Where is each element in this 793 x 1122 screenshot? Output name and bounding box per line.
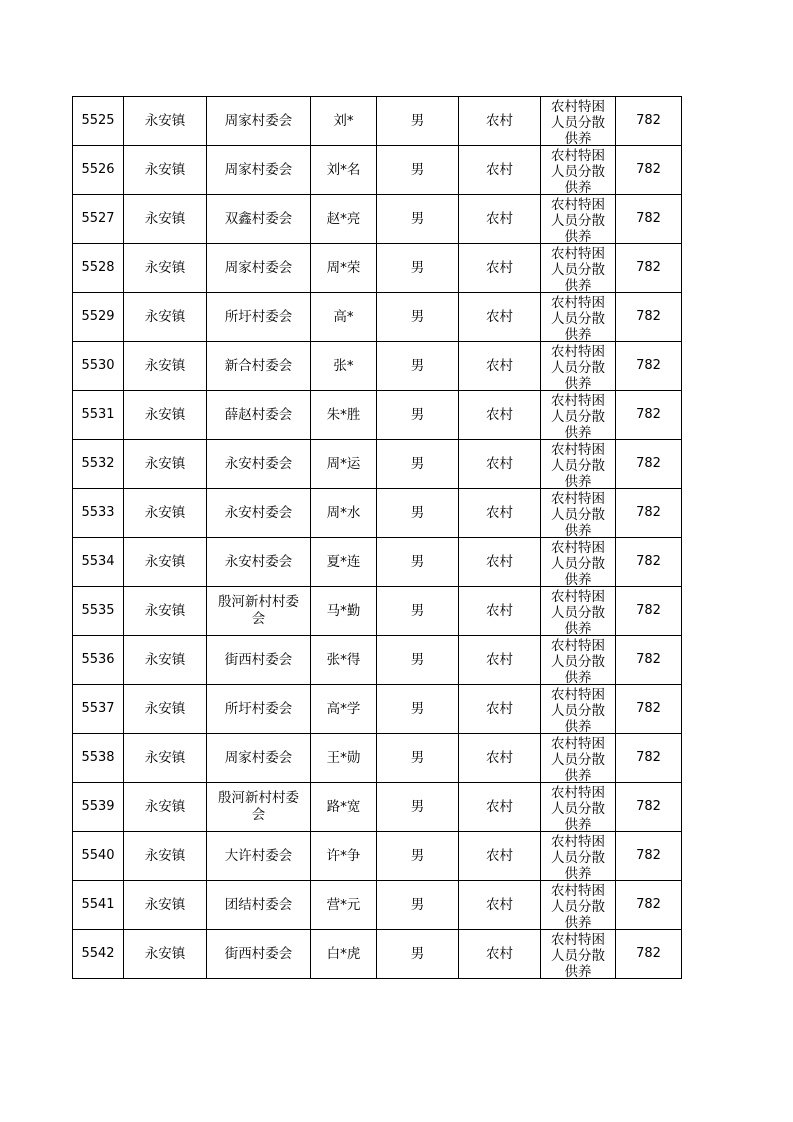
- cell-amount: 782: [616, 97, 682, 146]
- cell-residence: 农村: [459, 440, 541, 489]
- cell-village-text: 殷河新村村委会: [218, 594, 299, 627]
- cell-village-text: 殷河新村村委会: [218, 790, 299, 823]
- cell-id: 5531: [73, 391, 124, 440]
- cell-residence: 农村: [459, 195, 541, 244]
- cell-category-text: 农村特困人员分散供养: [551, 539, 605, 586]
- cell-name: 赵*亮: [311, 195, 377, 244]
- cell-category: [541, 342, 616, 391]
- cell-category-text: 农村特困人员分散供养: [551, 294, 605, 341]
- cell-category-text: 农村特困人员分散供养: [551, 98, 605, 145]
- cell-amount: 782: [616, 734, 682, 783]
- cell-name: 白*虎: [311, 930, 377, 979]
- cell-name: 高*: [311, 293, 377, 342]
- cell-id: 5533: [73, 489, 124, 538]
- table-row: [73, 734, 682, 783]
- cell-category: [541, 440, 616, 489]
- cell-name: 朱*胜: [311, 391, 377, 440]
- cell-village: [207, 440, 311, 489]
- cell-name: 张*得: [311, 636, 377, 685]
- cell-category: [541, 489, 616, 538]
- cell-village-text: 永安村委会: [224, 553, 293, 570]
- table-row: [73, 97, 682, 146]
- cell-village-text: 街西村委会: [224, 945, 293, 962]
- cell-category-text: 农村特困人员分散供养: [551, 882, 605, 929]
- cell-category: [541, 391, 616, 440]
- table-row: [73, 293, 682, 342]
- cell-village: [207, 195, 311, 244]
- cell-id: 5525: [73, 97, 124, 146]
- cell-town: 永安镇: [124, 587, 207, 636]
- cell-id: 5541: [73, 881, 124, 930]
- cell-name: 周*水: [311, 489, 377, 538]
- cell-gender: 男: [377, 97, 459, 146]
- cell-village-text: 大许村委会: [224, 847, 293, 864]
- cell-village-text: 薛赵村委会: [224, 406, 293, 423]
- cell-category: [541, 97, 616, 146]
- cell-village: [207, 783, 311, 832]
- cell-town: 永安镇: [124, 195, 207, 244]
- cell-amount: 782: [616, 195, 682, 244]
- table-row: [73, 538, 682, 587]
- cell-residence: 农村: [459, 342, 541, 391]
- cell-id: 5539: [73, 783, 124, 832]
- cell-amount: 782: [616, 685, 682, 734]
- cell-residence: 农村: [459, 97, 541, 146]
- table-row: [73, 587, 682, 636]
- cell-village-text: 所圩村委会: [224, 308, 293, 325]
- cell-town: 永安镇: [124, 685, 207, 734]
- cell-category: [541, 881, 616, 930]
- cell-town: 永安镇: [124, 930, 207, 979]
- cell-category: [541, 783, 616, 832]
- cell-village: [207, 489, 311, 538]
- cell-residence: 农村: [459, 489, 541, 538]
- cell-village-text: 双鑫村委会: [224, 210, 293, 227]
- cell-category-text: 农村特困人员分散供养: [551, 392, 605, 439]
- cell-name: 夏*连: [311, 538, 377, 587]
- cell-name: 刘*名: [311, 146, 377, 195]
- cell-residence: 农村: [459, 293, 541, 342]
- cell-amount: 782: [616, 391, 682, 440]
- cell-category-text: 农村特困人员分散供养: [551, 245, 605, 292]
- table-row: [73, 342, 682, 391]
- cell-town: 永安镇: [124, 293, 207, 342]
- cell-village-text: 街西村委会: [224, 651, 293, 668]
- cell-amount: 782: [616, 783, 682, 832]
- cell-amount: 782: [616, 587, 682, 636]
- cell-name: 刘*: [311, 97, 377, 146]
- cell-category: [541, 146, 616, 195]
- cell-village: [207, 636, 311, 685]
- cell-category-text: 农村特困人员分散供养: [551, 686, 605, 733]
- cell-village: [207, 97, 311, 146]
- cell-gender: 男: [377, 489, 459, 538]
- cell-gender: 男: [377, 195, 459, 244]
- table-row: [73, 881, 682, 930]
- cell-village-text: 周家村委会: [224, 161, 293, 178]
- cell-village: [207, 391, 311, 440]
- cell-category: [541, 930, 616, 979]
- cell-name: 许*争: [311, 832, 377, 881]
- cell-gender: 男: [377, 734, 459, 783]
- cell-village-text: 永安村委会: [224, 504, 293, 521]
- cell-town: 永安镇: [124, 244, 207, 293]
- cell-town: 永安镇: [124, 881, 207, 930]
- cell-amount: 782: [616, 636, 682, 685]
- cell-village: [207, 538, 311, 587]
- cell-village: [207, 587, 311, 636]
- cell-category-text: 农村特困人员分散供养: [551, 343, 605, 390]
- table-row: [73, 930, 682, 979]
- cell-name: 营*元: [311, 881, 377, 930]
- cell-town: 永安镇: [124, 391, 207, 440]
- cell-gender: 男: [377, 391, 459, 440]
- cell-category: [541, 685, 616, 734]
- cell-category-text: 农村特困人员分散供养: [551, 588, 605, 635]
- cell-residence: 农村: [459, 734, 541, 783]
- cell-gender: 男: [377, 783, 459, 832]
- cell-category-text: 农村特困人员分散供养: [551, 735, 605, 782]
- cell-amount: 782: [616, 881, 682, 930]
- table-row: [73, 685, 682, 734]
- cell-town: 永安镇: [124, 342, 207, 391]
- table-row: [73, 146, 682, 195]
- cell-town: 永安镇: [124, 440, 207, 489]
- cell-name: 张*: [311, 342, 377, 391]
- cell-category-text: 农村特困人员分散供养: [551, 147, 605, 194]
- cell-residence: 农村: [459, 146, 541, 195]
- cell-village-text: 周家村委会: [224, 749, 293, 766]
- cell-residence: 农村: [459, 636, 541, 685]
- cell-gender: 男: [377, 930, 459, 979]
- cell-village: [207, 244, 311, 293]
- cell-village-text: 所圩村委会: [224, 700, 293, 717]
- cell-gender: 男: [377, 440, 459, 489]
- cell-id: 5536: [73, 636, 124, 685]
- cell-category: [541, 244, 616, 293]
- cell-category: [541, 293, 616, 342]
- cell-town: 永安镇: [124, 783, 207, 832]
- cell-category: [541, 636, 616, 685]
- cell-village: [207, 342, 311, 391]
- cell-gender: 男: [377, 636, 459, 685]
- cell-residence: 农村: [459, 587, 541, 636]
- cell-gender: 男: [377, 293, 459, 342]
- cell-gender: 男: [377, 587, 459, 636]
- cell-village: [207, 930, 311, 979]
- cell-category-text: 农村特困人员分散供养: [551, 833, 605, 880]
- cell-gender: 男: [377, 832, 459, 881]
- cell-id: 5530: [73, 342, 124, 391]
- cell-village: [207, 881, 311, 930]
- cell-id: 5540: [73, 832, 124, 881]
- cell-village: [207, 293, 311, 342]
- cell-town: 永安镇: [124, 146, 207, 195]
- cell-village-text: 新合村委会: [224, 357, 293, 374]
- cell-village-text: 周家村委会: [224, 112, 293, 129]
- cell-category: [541, 538, 616, 587]
- cell-town: 永安镇: [124, 832, 207, 881]
- table-row: [73, 391, 682, 440]
- cell-gender: 男: [377, 244, 459, 293]
- cell-name: 周*荣: [311, 244, 377, 293]
- cell-residence: 农村: [459, 391, 541, 440]
- cell-village: [207, 146, 311, 195]
- cell-id: 5538: [73, 734, 124, 783]
- cell-name: 王*勋: [311, 734, 377, 783]
- cell-id: 5528: [73, 244, 124, 293]
- cell-village-text: 永安村委会: [224, 455, 293, 472]
- cell-category: [541, 587, 616, 636]
- cell-residence: 农村: [459, 881, 541, 930]
- cell-name: 路*宽: [311, 783, 377, 832]
- cell-id: 5542: [73, 930, 124, 979]
- cell-amount: 782: [616, 244, 682, 293]
- cell-id: 5532: [73, 440, 124, 489]
- table-row: [73, 636, 682, 685]
- cell-category-text: 农村特困人员分散供养: [551, 931, 605, 978]
- cell-residence: 农村: [459, 832, 541, 881]
- cell-village-text: 团结村委会: [224, 896, 293, 913]
- cell-gender: 男: [377, 538, 459, 587]
- cell-residence: 农村: [459, 783, 541, 832]
- cell-category-text: 农村特困人员分散供养: [551, 196, 605, 243]
- cell-amount: 782: [616, 930, 682, 979]
- cell-gender: 男: [377, 146, 459, 195]
- cell-amount: 782: [616, 342, 682, 391]
- cell-town: 永安镇: [124, 97, 207, 146]
- cell-village: [207, 685, 311, 734]
- cell-id: 5535: [73, 587, 124, 636]
- cell-category-text: 农村特困人员分散供养: [551, 441, 605, 488]
- cell-village: [207, 734, 311, 783]
- cell-amount: 782: [616, 146, 682, 195]
- cell-village: [207, 832, 311, 881]
- cell-amount: 782: [616, 293, 682, 342]
- cell-gender: 男: [377, 685, 459, 734]
- table-row: [73, 832, 682, 881]
- cell-category: [541, 734, 616, 783]
- cell-village-text: 周家村委会: [224, 259, 293, 276]
- cell-residence: 农村: [459, 685, 541, 734]
- cell-category: [541, 195, 616, 244]
- cell-id: 5527: [73, 195, 124, 244]
- cell-gender: 男: [377, 342, 459, 391]
- cell-name: 马*勤: [311, 587, 377, 636]
- table-row: [73, 783, 682, 832]
- cell-town: 永安镇: [124, 636, 207, 685]
- cell-amount: 782: [616, 440, 682, 489]
- cell-residence: 农村: [459, 538, 541, 587]
- cell-category-text: 农村特困人员分散供养: [551, 490, 605, 537]
- cell-id: 5529: [73, 293, 124, 342]
- cell-residence: 农村: [459, 244, 541, 293]
- table-body: [73, 97, 682, 979]
- relief-recipients-table: [72, 96, 682, 979]
- cell-category: [541, 832, 616, 881]
- cell-amount: 782: [616, 538, 682, 587]
- cell-id: 5526: [73, 146, 124, 195]
- cell-amount: 782: [616, 489, 682, 538]
- cell-town: 永安镇: [124, 734, 207, 783]
- cell-category-text: 农村特困人员分散供养: [551, 784, 605, 831]
- table-row: [73, 440, 682, 489]
- cell-town: 永安镇: [124, 538, 207, 587]
- cell-amount: 782: [616, 832, 682, 881]
- cell-gender: 男: [377, 881, 459, 930]
- cell-id: 5534: [73, 538, 124, 587]
- cell-town: 永安镇: [124, 489, 207, 538]
- table-row: [73, 489, 682, 538]
- cell-name: 高*学: [311, 685, 377, 734]
- table-row: [73, 195, 682, 244]
- cell-category-text: 农村特困人员分散供养: [551, 637, 605, 684]
- cell-residence: 农村: [459, 930, 541, 979]
- cell-id: 5537: [73, 685, 124, 734]
- cell-name: 周*运: [311, 440, 377, 489]
- table-row: [73, 244, 682, 293]
